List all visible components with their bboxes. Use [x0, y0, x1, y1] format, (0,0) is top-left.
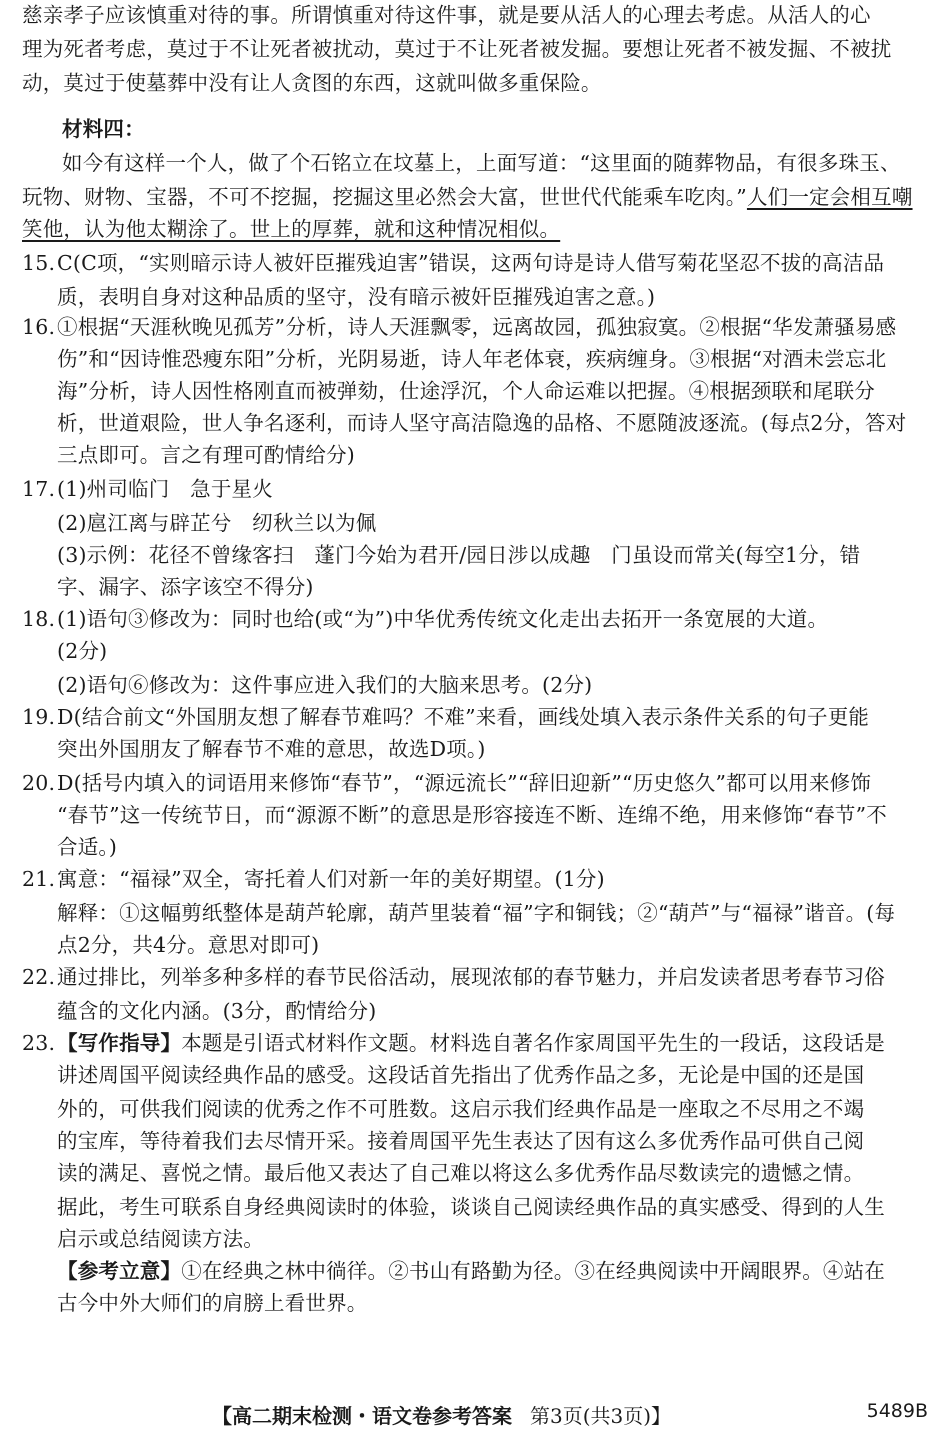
footer-code: 5489B [866, 1400, 928, 1422]
answer-21 [22, 864, 930, 894]
answer-23-line: 据此，考生可联系自身经典阅读时的体验，谈谈自己阅读经典作品的真实感受、得到的人生 [57, 1195, 885, 1219]
answer-17-line: (3)示例：花径不曾缘客扫 蓬门今始为君开/园日涉以成趣 门虽设而常关(每空1分，错 [57, 543, 861, 567]
answer-21-line: 点2分，共4分。意思对即可) [57, 933, 320, 957]
answer-20 [22, 768, 930, 798]
answer-text: (1)语句③修改为：同时也给(或“为”)中华优秀传统文化走出去拓开一条宽展的大道。 [57, 607, 829, 631]
answer-23-line: 的宝库，等待着我们去尽情开采。接着周国平先生表达了因有这么多优秀作品可供自己阅 [57, 1129, 865, 1153]
footer-title [212, 1400, 671, 1429]
answer-23 [22, 1028, 930, 1058]
answer-16 [22, 312, 930, 342]
answer-23-line: 读的满足、喜悦之情。最后他又表达了自己难以将这么多优秀作品尽数读完的遗憾之情。 [57, 1161, 865, 1185]
question-number: 20. [22, 771, 56, 795]
material4-line [22, 214, 930, 244]
answer-19-line: 突出外国朋友了解春节不难的意思，故选D项。) [57, 737, 486, 761]
material4-text: 玩物、财物、宝器，不可不挖掘，挖掘这里必然会大富，世世代代能乘车吃肉。” [22, 185, 747, 209]
answer-18-line: (2)语句⑥修改为：这件事应进入我们的大脑来思考。(2分) [57, 673, 593, 697]
answer-23-line: 启示或总结阅读方法。 [57, 1227, 264, 1251]
answer-20-line: 合适。) [57, 835, 118, 859]
material4-underlined-text: 人们一定会相互嘲 [746, 185, 913, 209]
answer-23-line: 古今中外大师们的肩膀上看世界。 [57, 1291, 368, 1315]
answer-text: 通过排比，列举多种多样的春节民俗活动，展现浓郁的春节魅力，并启发读者思考春节习俗 [57, 965, 885, 989]
answer-16-line: 析，世道艰险，世人争名逐利，而诗人坚守高洁隐逸的品格、不愿随波逐流。(每点2分，答对 [57, 411, 907, 435]
answer-22 [22, 962, 930, 992]
question-number: 18. [22, 607, 56, 631]
answer-text: D(括号内填入的词语用来修饰“春节”，“源远流长”“辞旧迎新”“历史悠久”都可以用来修饰 [57, 771, 872, 795]
answer-16-line: 三点即可。言之有理可酌情给分) [57, 443, 355, 467]
answer-23-reference [57, 1256, 930, 1286]
footer-exam-title: 【高二期末检测・语文卷参考答案 [212, 1404, 512, 1428]
answer-text: 寓意：“福禄”双全，寄托着人们对新一年的美好期望。(1分) [57, 867, 605, 891]
answer-17-line: (2)扈江离与辟芷兮 纫秋兰以为佩 [57, 511, 377, 535]
page-footer [0, 1400, 950, 1434]
footer-page-number: 第3页(共3页)】 [530, 1404, 672, 1428]
answer-17-line: 字、漏字、添字该空不得分) [57, 575, 314, 599]
answer-17 [22, 474, 930, 504]
answer-text: D(结合前文“外国朋友想了解春节难吗？不难”来看，画线处填入表示条件关系的句子更能 [57, 705, 870, 729]
writing-guide-label: 【写作指导】 [57, 1031, 182, 1055]
answer-22-line: 蕴含的文化内涵。(3分，酌情给分) [57, 999, 377, 1023]
answer-text: ①根据“天涯秋晚见孤芳”分析，诗人天涯飘零，远离故园，孤独寂寞。②根据“华发萧骚易感 [57, 315, 897, 339]
question-number: 15. [22, 251, 56, 275]
material4-heading: 材料四： [62, 117, 145, 141]
material3-line: 理为死者考虑，莫过于不让死者被扰动，莫过于不让死者被发掘。要想让死者不被发掘、不被扰 [22, 37, 892, 61]
material4-line: 如今有这样一个人，做了个石铭立在坟墓上，上面写道：“这里面的随葬物品，有很多珠玉、 [62, 151, 901, 175]
material4-line [22, 182, 930, 212]
answer-15 [22, 248, 930, 278]
answer-text: (1)州司临门 急于星火 [57, 477, 273, 501]
answer-text: ①在经典之林中徜徉。②书山有路勤为径。③在经典阅读中开阔眼界。④站在 [181, 1259, 886, 1283]
answer-19 [22, 702, 930, 732]
question-number: 21. [22, 867, 56, 891]
reference-idea-label: 【参考立意】 [57, 1259, 182, 1283]
answer-text: 本题是引语式材料作文题。材料选自著名作家周国平先生的一段话，这段话是 [181, 1031, 886, 1055]
answer-20-line: “春节”这一传统节日，而“源源不断”的意思是形容接连不断、连绵不绝，用来修饰“春节”不 [57, 803, 887, 827]
material3-line: 动，莫过于使墓葬中没有让人贪图的东西，这就叫做多重保险。 [22, 71, 602, 95]
question-number: 22. [22, 965, 56, 989]
answer-18 [22, 604, 930, 634]
question-number: 23. [22, 1031, 56, 1055]
answer-21-line: 解释：①这幅剪纸整体是葫芦轮廓，葫芦里装着“福”字和铜钱；②“葫芦”与“福禄”谐音。(每 [57, 901, 896, 925]
answer-text: C(C项，“实则暗示诗人被奸臣摧残迫害”错误，这两句诗是诗人借写菊花坚忍不拔的高洁品 [57, 251, 885, 275]
material3-line: 慈亲孝子应该慎重对待的事。所谓慎重对待这件事，就是要从活人的心理去考虑。从活人的心 [22, 3, 871, 27]
answer-18-line: (2分) [57, 639, 108, 663]
answer-23-line: 讲述周国平阅读经典作品的感受。这段话首先指出了优秀作品之多，无论是中国的还是国 [57, 1063, 865, 1087]
answer-16-line: 伤”和“因诗惟恐瘦东阳”分析，光阴易逝，诗人年老体衰，疾病缠身。③根据“对酒未尝忘北 [57, 347, 887, 371]
answer-16-line: 海”分析，诗人因性格刚直而被弹劾，仕途浮沉，个人命运难以把握。④根据颈联和尾联分 [57, 379, 875, 403]
question-number: 16. [22, 315, 56, 339]
answer-23-line: 外的，可供我们阅读的优秀之作不可胜数。这启示我们经典作品是一座取之不尽用之不竭 [57, 1097, 865, 1121]
answer-15-line: 质，表明自身对这种品质的坚守，没有暗示被奸臣摧残迫害之意。) [57, 285, 656, 309]
material4-underlined-text: 笑他，认为他太糊涂了。世上的厚葬，就和这种情况相似。 [22, 217, 561, 241]
question-number: 19. [22, 705, 56, 729]
question-number: 17. [22, 477, 56, 501]
